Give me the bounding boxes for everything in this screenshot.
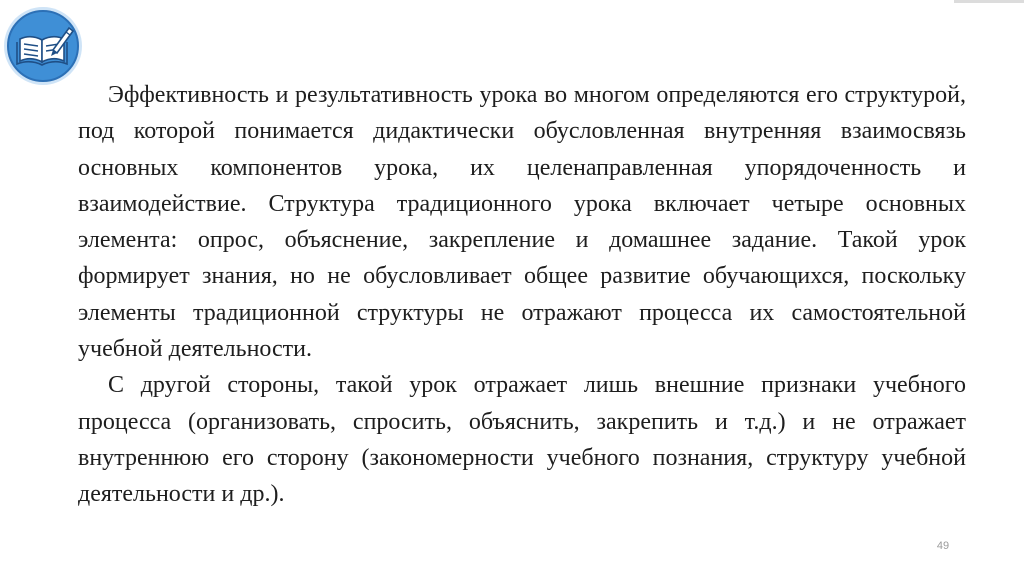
corner-decoration xyxy=(954,0,1024,3)
open-book-with-pencil-icon xyxy=(3,6,83,86)
body-text xyxy=(78,77,966,513)
paragraph-2: С другой стороны, такой урок отражает лишь внешние признаки учебного процесса (организовать, спросить, объяснить, закрепить и т.д.) и не отражает внутреннюю его сторону (закономерности учебного познания, структуру учебной деятельности и др.). xyxy=(78,372,966,508)
paragraph-1: Эффективность и результативность урока во многом определяются его структурой, под которой понимается дидактически обусловленная внутренняя взаимосвязь основных компонентов урока, их целенаправленная упорядоченность и взаимодействие. Структура традиционного урока включает четыре основных элемента: опрос, объяснение, закрепление и домашнее задание. Такой урок формирует знания, но не обусловливает общее развитие обучающихся, поскольку элементы традиционной структуры не отражают процесса их самостоятельной учебной деятельности. xyxy=(78,82,966,363)
page-number: 49 xyxy=(936,540,950,552)
